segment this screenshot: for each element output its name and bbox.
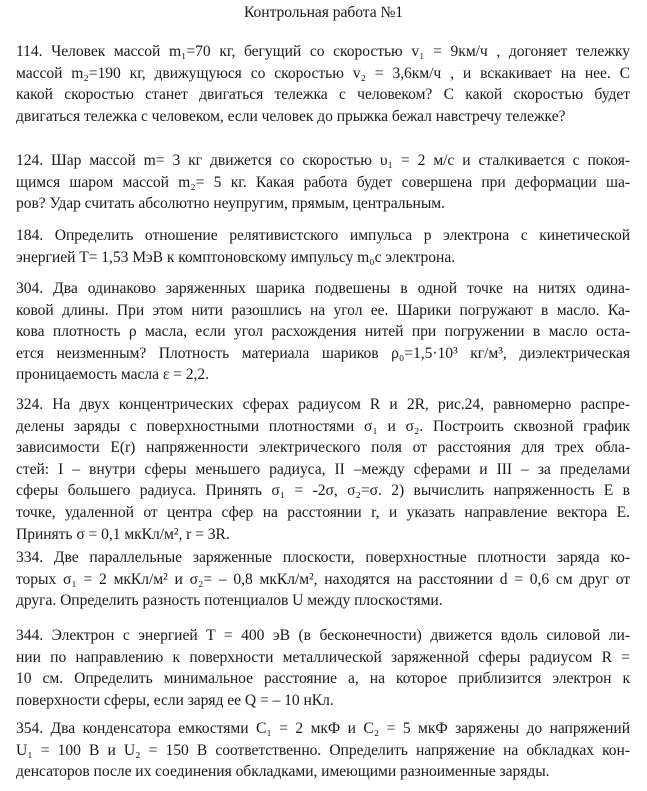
problem-324-line-5: сферы большего радиуса. Принять σ₁ = -2σ, σ₂=σ. 2) вычислить напряженность E в <box>16 482 630 500</box>
problem-304-line-1: 304. Два одинаково заряженных шарика подвешены в одной точке на нитях одина- <box>16 280 630 297</box>
problem-324-line-2: делены заряды с поверхностными плотностями σ₁ и σ₂. Построить сквозной график <box>16 417 630 435</box>
problem-344 <box>16 625 630 711</box>
problem-114 <box>16 41 630 127</box>
problem-304-line-4: ется неизменным? Плотность материала шариков ρ₀=1,5·10³ кг/м³, диэлектрическая <box>16 344 630 362</box>
problem-324 <box>16 394 630 545</box>
problem-344-line-3: 10 см. Определить минимальное расстояние a, на которое приблизится электрон к <box>16 670 630 688</box>
problem-334-line-1: 334. Две параллельные заряженные плоскости, поверхностные плотности заряда ко- <box>16 549 630 566</box>
problem-114-line-3: какой скоростью станет двигаться тележка с человеком? С какой скоростью будет <box>16 86 630 104</box>
problem-334-line-2: торых σ₁ = 2 мкКл/м² и σ₂= – 0,8 мкКл/м², находятся на расстоянии d = 0,6 см друг от <box>16 570 630 588</box>
problem-354-line-1: 354. Два конденсатора емкостями C₁ = 2 мкФ и C₂ = 5 мкФ заряжены до напряжений <box>16 720 630 737</box>
problem-184 <box>16 225 630 268</box>
problem-304-line-2: ковой длины. При этом нити разошлись на угол ее. Шарики погружают в масло. Ка- <box>16 301 630 319</box>
problem-114-line-1: 114. Человек массой m₁=70 кг, бегущий со скоростью v₁ = 9км/ч , догоняет тележку <box>16 43 630 60</box>
problem-334 <box>16 547 630 612</box>
problem-124-line-2: щимся шаром массой m₂= 5 кг. Какая работа будет совершена при деформации ша- <box>16 173 630 191</box>
problem-184-line-2: энергией T= 1,53 МэВ к комптоновскому импульсу m₀c электрона. <box>16 248 456 266</box>
problem-124-line-1: 124. Шар массой m= 3 кг движется со скоростью υ₁ = 2 м/с и сталкивается с покоя- <box>16 152 630 169</box>
problem-114-line-4: двигаться тележка с человеком, если человек до прыжка бежал навстречу тележке? <box>16 107 566 125</box>
problem-184-line-1: 184. Определить отношение релятивистского импульса p электрона с кинетической <box>16 227 630 244</box>
problem-124-line-3: ров? Удар считать абсолютно неупругим, прямым, центральным. <box>16 195 445 213</box>
problem-334-line-3: друга. Определить разность потенциалов U между плоскостями. <box>16 592 443 610</box>
problem-344-line-4: поверхности сферы, если заряд ее Q = – 10 нКл. <box>16 691 334 709</box>
problem-114-line-2: массой m₂=190 кг, движущуюся со скоростью v₂ = 3,6км/ч , и вскакивает на нее. С <box>16 64 630 82</box>
problem-354-line-2: U₁ = 100 В и U₂ = 150 В соответственно. Определить напряжение на обкладках кон- <box>16 741 630 759</box>
page-title: Контрольная работа №1 <box>243 4 404 21</box>
problem-304-line-3: кова плотность ρ масла, если угол расхождения нитей при погружении в масло оста- <box>16 323 630 341</box>
problem-324-line-4: стей: I – внутри сферы меньшего радиуса, II –между сферами и III – за пределами <box>16 460 630 478</box>
problem-344-line-2: нии по направлению к поверхности металлической заряженной сферы радиусом R = <box>16 648 630 666</box>
problem-304-line-5: проницаемость масла ε = 2,2. <box>16 366 209 384</box>
problem-324-line-7: Принять σ = 0,1 мкКл/м², r = 3R. <box>16 525 230 543</box>
problem-324-line-1: 324. На двух концентрических сферах радиусом R и 2R, рис.24, равномерно распре- <box>16 396 630 413</box>
problem-354-line-3: денсаторов после их соединения обкладками, имеющими разноименные заряды. <box>16 763 550 781</box>
problem-304 <box>16 278 630 386</box>
problem-124 <box>16 150 630 215</box>
problem-344-line-1: 344. Электрон с энергией T = 400 эВ (в бесконечности) движется вдоль силовой ли- <box>16 627 630 644</box>
problem-324-line-6: точке, удаленной от центра сфер на расстоянии r, и указать направление вектора E. <box>16 503 630 521</box>
problem-324-line-3: зависимости E(r) напряженности электрического поля от расстояния для трех обла- <box>16 439 630 457</box>
problem-354 <box>16 718 630 783</box>
